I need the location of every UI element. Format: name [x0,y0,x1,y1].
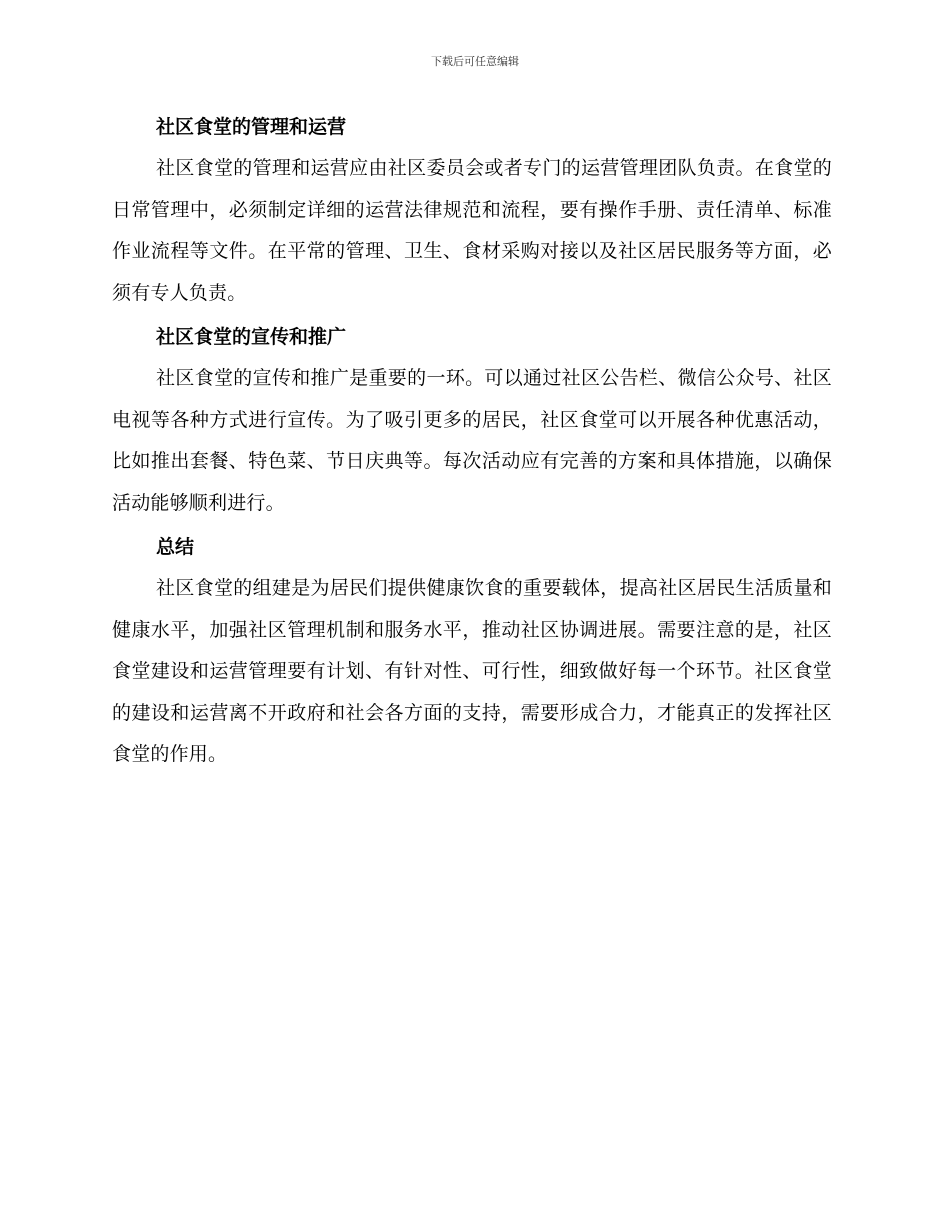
section-summary [112,526,832,776]
section-heading: 社区食堂的管理和运营 [156,116,347,138]
page-header-note: 下载后可任意编辑 [431,55,519,68]
section-heading: 总结 [156,536,195,558]
section-heading: 社区食堂的宣传和推广 [156,326,347,348]
section-paragraph: 社区食堂的组建是为居民们提供健康饮食的重要载体，提高社区居民生活质量和健康水平，加强社区管理机制和服务水平，推动社区协调进展。需要注意的是，社区食堂建设和运营管理要有计划、有针对性、可行性，细致做好每一个环节。社区食堂的建设和运营离不开政府和社会各方面的支持，需要形成合力，才能真正的发挥社区食堂的作用。 [112,577,832,765]
document-body [112,106,832,776]
section-paragraph: 社区食堂的宣传和推广是重要的一环。可以通过社区公告栏、微信公众号、社区电视等各种方式进行宣传。为了吸引更多的居民，社区食堂可以开展各种优惠活动，比如推出套餐、特色菜、节日庆典等。每次活动应有完善的方案和具体措施，以确保活动能够顺利进行。 [112,367,832,514]
section-promotion [112,316,832,524]
section-management [112,106,832,314]
section-paragraph: 社区食堂的管理和运营应由社区委员会或者专门的运营管理团队负责。在食堂的日常管理中，必须制定详细的运营法律规范和流程，要有操作手册、责任清单、标准作业流程等文件。在平常的管理、卫生、食材采购对接以及社区居民服务等方面，必须有专人负责。 [112,157,832,304]
